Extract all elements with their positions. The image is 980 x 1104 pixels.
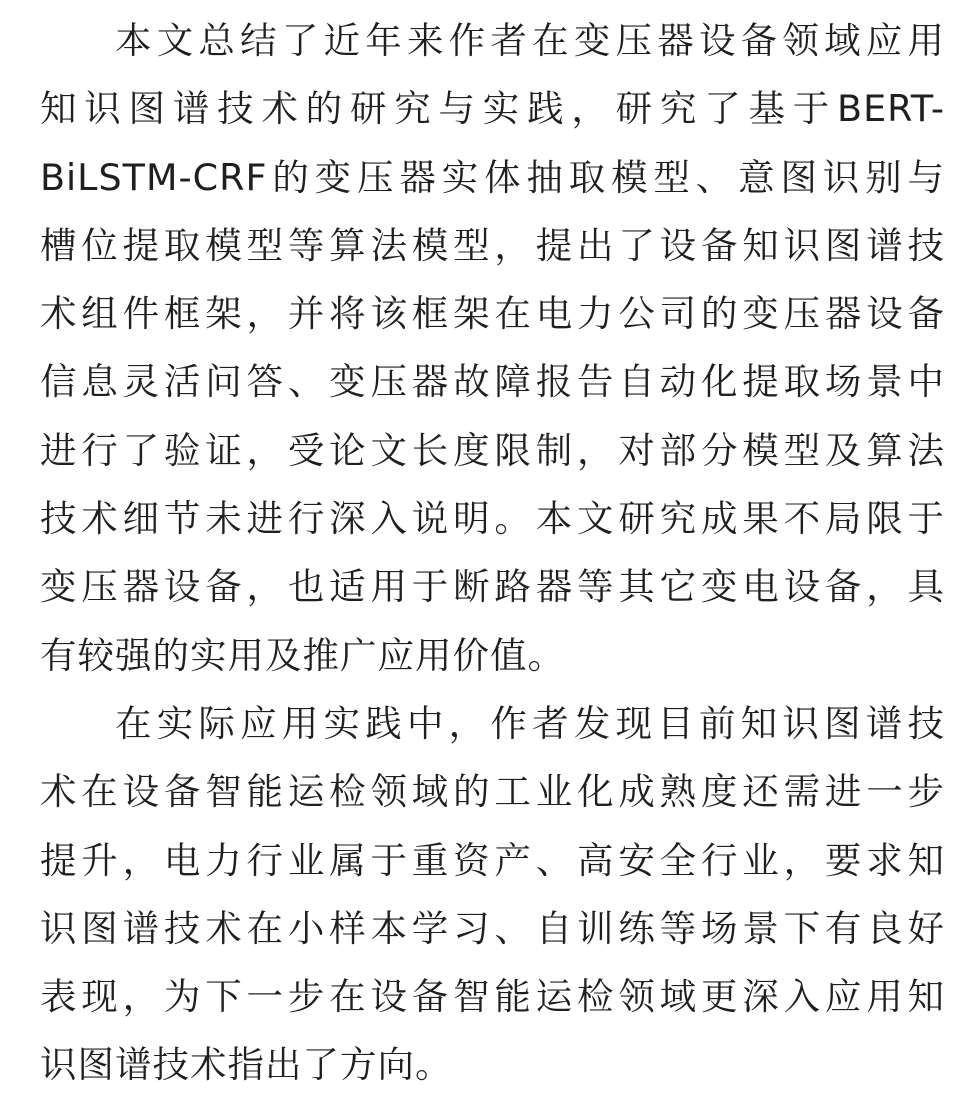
paragraph-line: 知识图谱技术的研究与实践，研究了基于BERT-: [40, 87, 945, 131]
paragraph-outlook: [40, 690, 945, 1100]
paragraph-line: 在实际应用实践中，作者发现目前知识图谱技: [115, 702, 945, 745]
paragraph-line: 识图谱技术指出了方向。: [40, 1043, 453, 1087]
paragraph-line: 术组件框架，并将该框架在电力公司的变压器设备: [40, 292, 945, 336]
paragraph-line: 信息灵活问答、变压器故障报告自动化提取场景中: [40, 360, 945, 404]
paragraph-line: 有较强的实用及推广应用价值。: [40, 633, 565, 677]
paragraph-line: 变压器设备，也适用于断路器等其它变电设备，具: [40, 565, 945, 609]
paragraph-line: 提升，电力行业属于重资产、高安全行业，要求知: [40, 838, 945, 882]
paragraph-line: 本文总结了近年来作者在变压器设备领域应用: [115, 19, 945, 62]
paragraph-summary: [40, 7, 945, 690]
paragraph-line: 术在设备智能运检领域的工业化成熟度还需进一步: [40, 770, 945, 814]
paragraph-line: 表现，为下一步在设备智能运检领域更深入应用知: [40, 975, 945, 1019]
paragraph-line: 槽位提取模型等算法模型，提出了设备知识图谱技: [40, 223, 945, 267]
paragraph-line: BiLSTM-CRF的变压器实体抽取模型、意图识别与: [40, 155, 945, 199]
paragraph-line: 进行了验证，受论文长度限制，对部分模型及算法: [40, 428, 945, 472]
paragraph-line: 技术细节未进行深入说明。本文研究成果不局限于: [40, 497, 945, 541]
paragraph-line: 识图谱技术在小样本学习、自训练等场景下有良好: [40, 906, 945, 950]
